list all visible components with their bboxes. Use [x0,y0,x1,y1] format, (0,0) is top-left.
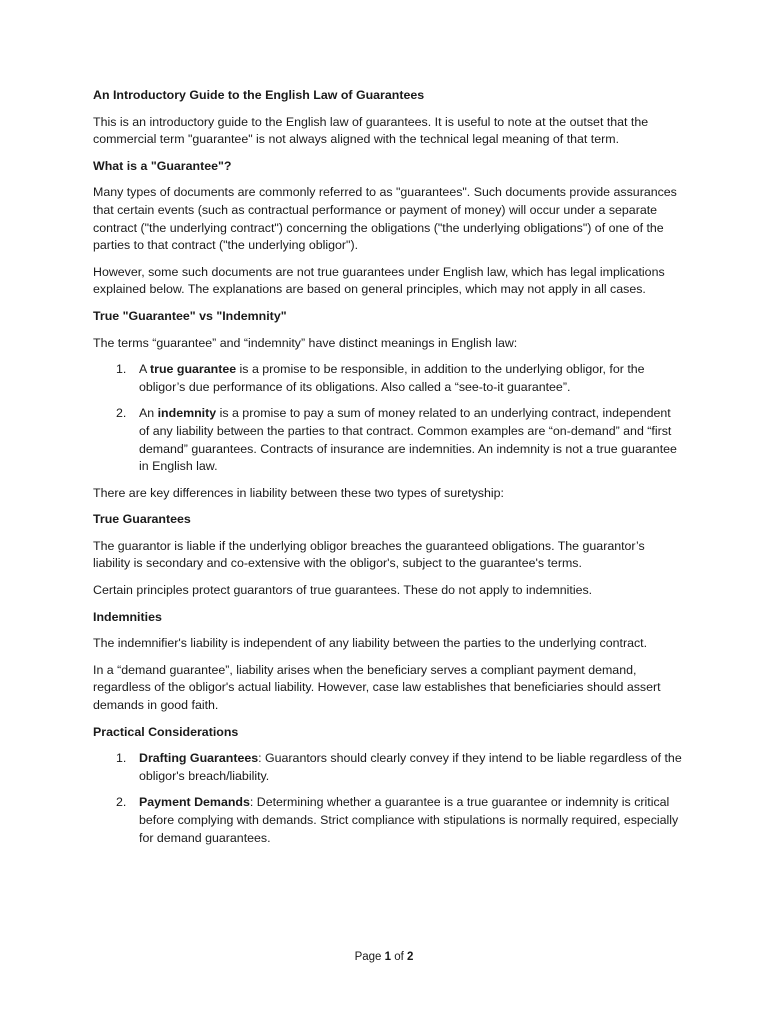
page-footer [0,949,768,967]
section-heading-indemnities: Indemnities [93,609,162,624]
paragraph: In a “demand guarantee”, liability arises when the beneficiary serves a compliant payment demand, regardless of the obligor's actual liability. However, case law establishes that beneficiaries should assert demands in good faith. [93,662,661,713]
page-label: Page [354,951,385,963]
list-term: Payment Demands [139,795,250,810]
list-item [93,361,683,396]
list-number: 2. [116,795,127,810]
paragraph: The indemnifier's liability is independent of any liability between the parties to the underlying contract. [93,636,648,651]
section-heading-what-is-guarantee: What is a "Guarantee"? [93,158,232,173]
list-text: is a promise to be responsible, in addition to the underlying obligor, for the obligor’s due performance of its obligations. Also called a “see-to-it guarantee”. [139,362,645,394]
paragraph: However, some such documents are not true guarantees under English law, which has legal implications explained below. The explanations are based on general principles, which may not apply in all cases. [93,264,665,297]
numbered-list [93,750,683,847]
list-item [93,405,683,475]
numbered-list [93,361,683,476]
list-text-prefix: An [139,406,158,421]
list-number: 2. [116,406,127,421]
list-item [93,750,683,785]
paragraph: Certain principles protect guarantors of true guarantees. These do not apply to indemnities. [93,583,593,598]
list-text: : Guarantors should clearly convey if they intend to be liable regardless of the obligor's breach/liability. [139,751,682,783]
section-heading-guarantee-vs-indemnity: True "Guarantee" vs "Indemnity" [93,308,287,323]
document-title: An Introductory Guide to the English Law of Guarantees [93,88,425,102]
paragraph: The guarantor is liable if the underlying obligor breaches the guaranteed obligations. The guarantor’s liability is secondary and co-extensive with the obligor's, subject to the guarantee's terms. [93,538,645,571]
total-page-number: 2 [407,951,414,963]
section-heading-practical-considerations: Practical Considerations [93,724,239,739]
list-text-prefix: A [139,362,151,377]
paragraph: There are key differences in liability between these two types of suretyship: [93,485,504,500]
list-item [93,794,683,847]
list-text: : Determining whether a guarantee is a true guarantee or indemnity is critical before complying with demands. Strict compliance with stipulations is normally required, especially for demand guarantees. [139,795,679,845]
list-number: 1. [116,751,127,766]
list-term: indemnity [157,406,217,421]
paragraph: The terms “guarantee” and “indemnity” have distinct meanings in English law: [93,335,518,350]
list-term: true guarantee [150,362,237,377]
section-heading-true-guarantees: True Guarantees [93,512,191,527]
intro-paragraph: This is an introductory guide to the English law of guarantees. It is useful to note at the outset that the commercial term "guarantee" is not always aligned with the technical legal meaning of that term. [93,114,649,147]
paragraph: Many types of documents are commonly referred to as "guarantees". Such documents provide assurances that certain events (such as contractual performance or payment of money) will occur under a separate contract ("the underlying contract") concerning the obligations ("the underlying obligations") of one of the parties to that contract ("the underlying obligor"). [93,185,677,253]
list-text: is a promise to pay a sum of money related to an underlying contract, independent of any liability between the parties to that contract. Common examples are “on-demand” and “first demand” guarantees. Contracts of insurance are indemnities. An indemnity is not a true guarantee in English law. [139,406,677,474]
page-of-label: of [391,951,408,963]
list-term: Drafting Guarantees [139,751,259,766]
current-page-number: 1 [384,951,392,963]
list-number: 1. [116,362,127,377]
document-body [93,87,683,856]
